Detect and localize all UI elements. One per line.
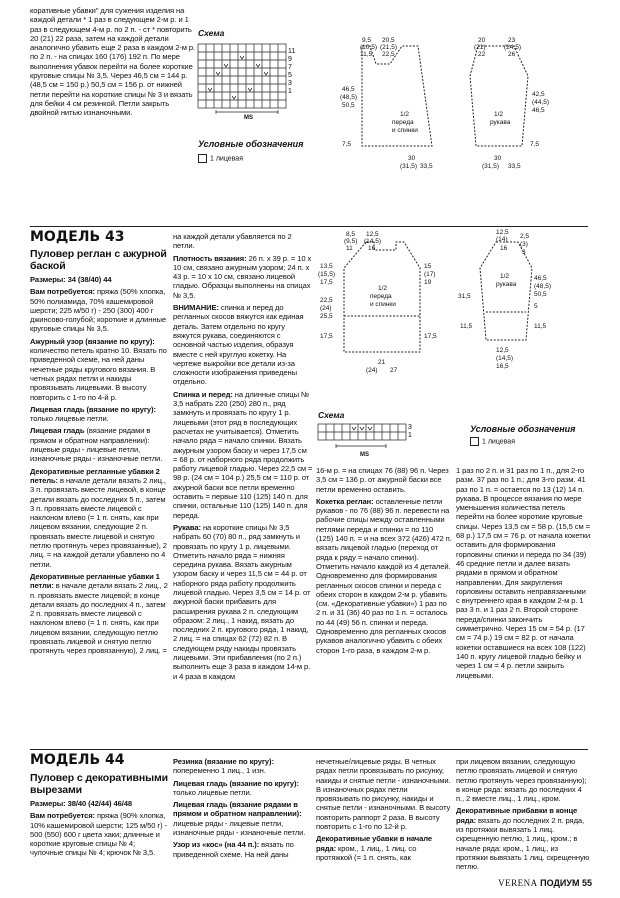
knit-stitch-symbol-icon — [198, 154, 207, 163]
paragraph: 1 раз по 2 п. и 31 раз по 1 п., для 2-го разм. 37 раз по 1 п.; для 3-го разм. 41 раз по 1 п. = остается по 13 (12) 14 п. рукава. В процессе вязания по мере уменьшения количества петель перейти на более короткие круговые спицы. Через 13,5 см = 58 р. (15,5 см = 68 р.) 17,5 см = 76 р. от начала кокетки оставить для формирования горловины спинки и переда по 34 (39) 46 средние петли и далее вязать рядами в прямом и обратном направлении. Для закругления горловины оставить неправязанными с внутреннего края в каждом 2-м р. 1 раз 3 п. и 1 раз 2 п. Второй стороне переда/спинки закончить симметрично. Через 15 см = 54 р. (17 см = 74 р.) 19 см = 82 р. от начала кокетки оставшиеся на всех 108 (122) 140 п. кругу лицевой гладью бейку и через 1 см = 4 р. петли закрыть лицевыми. — [456, 466, 590, 680]
pattern-dim: (44,5) — [532, 99, 549, 106]
pattern-dim: 12,5 — [366, 231, 379, 238]
paragraph: Ажурный узор (вязание по кругу): количество петель кратно 10. Вязать по приведенной схеме, на ней даны нечетные ряды кругового вязания. В четных рядах петли и накиды провязывать лицевыми. В высоту повторить с 1-го по 4-й р. — [30, 336, 167, 402]
schema-label: Схема — [318, 410, 345, 420]
pattern-dim: 33,5 — [508, 163, 521, 170]
pattern-dim: 25,5 — [320, 313, 333, 320]
model-44-header: МОДЕЛЬ 44 — [30, 752, 125, 768]
model-43-col-1 — [30, 248, 168, 659]
model-44-col-2 — [173, 757, 313, 862]
paragraph: Лицевая гладь (вязание рядами в прямом и обратном направлении): лицевые ряды - лицевые петли, изнаночные ряды - изнаночные петли. — [173, 800, 306, 838]
model-44-col-3 — [316, 757, 452, 865]
paragraph: Декоративные убавки в начале ряда: кром., 1 лиц., 1 лиц. со протяжкой (= 1 п. снять, как — [316, 834, 432, 862]
paragraph: Кокетка реглан: оставленные петли рукавов - по 76 (88) 96 п. перевести на рабочие спицы между оставленными петлями переда и спинки = по 110 (125) 140 п. = и на всех 372 (426) 472 п. вязать лицевой гладью (переход от ряда к ряду = начало спинки). Отметить начало каждой из 4 деталей. Одновременно для формирования регланных скосов спинки и переда с обеих сторон в каждом 2-м р. убавить (см. «Декоративные убавки») 1 раз по 2 п. и 31 (36) 40 раз по 1 п. = осталось по 44 (49) 56 п. спинки и переда. Одновременно для регланных скосов рукавов аналогично убавить с обеих сторон 1-го раза, в каждом 2-м р. — [316, 496, 452, 655]
pattern-dim: 19 — [424, 279, 432, 286]
pattern-dim: 1/2 — [494, 111, 504, 118]
pattern-dim: 11,5 — [360, 51, 373, 58]
pattern-dim: рукава — [496, 281, 517, 288]
pattern-dim: 17,5 — [424, 333, 437, 340]
pattern-dim: 26 — [508, 51, 516, 58]
model-43-pattern-sleeve — [456, 228, 591, 388]
paragraph: 16-м р. = на спицах 76 (88) 96 п. Через 3,5 см = 136 р. от ажурной баски все петли временно оставить. — [316, 466, 449, 494]
schema-ms-label: MS — [244, 115, 253, 121]
pattern-dim: 21 — [378, 359, 386, 366]
paragraph: Узор из «кос» (на 44 п.): вязать по приведенной схеме. На ней даны — [173, 840, 294, 859]
pattern-dim: 16 — [500, 245, 508, 252]
top-left-text-column — [30, 6, 198, 121]
pattern-dim: (14,5) — [364, 238, 381, 245]
model-43-header: МОДЕЛЬ 43 — [30, 229, 125, 245]
pattern-dim: 46,5 — [534, 275, 547, 282]
model-44-sizes: Размеры: 38/40 (42/44) 46/48 — [30, 799, 132, 808]
paragraph: Лицевая гладь (вязание по кругу): только лицевые петли. — [173, 778, 299, 797]
pattern-dim: 16 — [368, 245, 376, 252]
schema-row-number: 1 — [408, 432, 412, 439]
model-44-title: Пуловер с декоративными вырезами — [30, 772, 169, 796]
pattern-dim: 7,5 — [530, 141, 540, 148]
pattern-dim: (3) — [520, 241, 528, 248]
pattern-dim: (24,5) — [504, 44, 521, 51]
pattern-dim: 20 — [478, 37, 486, 44]
paragraph: при лицевом вязании, следующую петлю провязать лицевой и снятую петлю протянуть через провязанную); в конце ряда: вязать до последних 4 п., 2 вместе лиц., 1 лиц., кром. — [456, 757, 587, 804]
pattern-dim: 11,5 — [460, 323, 473, 330]
legend-title: Условные обозначения — [198, 139, 304, 149]
pattern-dim: 11,5 — [534, 323, 547, 330]
pattern-dim: 46,5 — [342, 86, 355, 93]
legend-title: Условные обозначения — [470, 424, 576, 434]
section-divider — [30, 226, 588, 227]
pattern-dim: 20,5 — [382, 37, 395, 44]
paragraph: Вам потребуется: пряжа (50% хлопка, 50% полиамида, 70% кашемировой шерсти; 225 м/50 г) - 250 (300) 400 г джинсово-голубой; короткие и длинные круговые спицы № 3,5. — [30, 287, 166, 334]
pattern-dim: (31,5) — [482, 163, 499, 170]
pattern-dim: 50,5 — [534, 291, 547, 298]
legend-item — [198, 154, 243, 163]
pattern-dim: (48,5) — [340, 94, 357, 101]
pattern-dim: 1/2 — [378, 285, 388, 292]
legend-item-label: 1 лицевая — [210, 155, 243, 163]
pattern-dim: 1/2 — [500, 273, 510, 280]
paragraph: Декоративные регланные убавки 2 петель: в начале детали вязать 2 лиц., 3 п. провязать вместе лицевой, в конце детали вязать до последних 5 п., затем 3 п. провязать вместе лицевой с наклоном влево (= 1 п. снять, как при лицевом вязании, следующие 2 п. провязать вместе лицевой и снятую петлю протянуть через провязанные), 2 лиц. = на каждой детали убавлено по 4 петли. — [30, 466, 167, 569]
pattern-dim: (31,5) — [400, 163, 417, 170]
pattern-dim: 30 — [494, 155, 502, 162]
schema-label: Схема — [198, 28, 225, 38]
pattern-dim: (17) — [424, 271, 436, 278]
pattern-dim: (48,5) — [534, 283, 551, 290]
model-44-col-1 — [30, 772, 168, 861]
page-number: 55 — [581, 878, 592, 888]
pattern-dim: (24) — [366, 367, 378, 374]
schema-row-number: 9 — [288, 56, 292, 63]
pattern-dim: 31,5 — [458, 293, 471, 300]
footer-brand: VERENA — [498, 878, 538, 888]
model-43-pattern-front-back — [316, 228, 446, 388]
legend-item-label: 1 лицевая — [482, 438, 515, 446]
schema-row-labels — [408, 424, 412, 440]
model-43-col-2 — [173, 232, 313, 684]
pattern-dim: переда — [392, 119, 414, 126]
pattern-dim: 33,5 — [420, 163, 433, 170]
section-divider — [30, 749, 588, 750]
paragraph: Вам потребуется: пряжа (90% хлопка, 10% кашемировой шерсти; 125 м/50 г) - 500 (550) 600 г цвета хаки; длинные и короткие круговые спицы № 4; чулочные спицы № 4; крючок № 3,5. — [30, 811, 167, 858]
top-schema-grid — [196, 42, 296, 124]
pattern-dim: 15 — [424, 263, 432, 270]
pattern-dim: 22,5 — [382, 51, 395, 58]
paragraph: Рукава: на короткие спицы № 3,5 набрать 60 (70) 80 п., ряд замкнуть и провязать по кругу 1 р. лицевыми. Отметить начало ряда = нижняя середина рукава. Вязать ажурным узором баску и через 11,5 см = 44 р. от наборного ряда работу продолжить лицевой гладью. Через 3,5 см = 14 р. от ажурной баски прибавить для расширения рукава 2 п. следующим образом: 2 лиц., 1 накид, вязать до последних 2 п. кругового ряда, 1 накид, 2 лиц. = на спицах 62 (72) 82 п. В следующем ряду накиды провязать лицевыми. Эти прибавления (по 2 п.) выполнить еще 3 раза в каждом 14-м р. и 4 раза в каждом — [173, 522, 311, 681]
pattern-dim: (14) — [496, 236, 508, 243]
pattern-dim: 22 — [478, 51, 486, 58]
paragraph: ВНИМАНИЕ: спинка и перед до регланных скосов вяжутся как единая деталь. Затем отдельно по кругу вяжутся рукава, соединяются с основной частью изделия, образуя вместе с ней круглую кокетку. На чертеже выкройки все детали из-за сложности изображения приведены отдельно. — [173, 303, 304, 387]
paragraph: Лицевая гладь (вязание рядами в прямом и обратном направлении): лицевые ряды - лицевые петли, изнаночные ряды - изнаночные петли. — [30, 426, 163, 464]
model-43-col-3 — [316, 466, 452, 658]
pattern-dim: 46,5 — [532, 107, 545, 114]
page-footer — [498, 878, 592, 888]
schema-row-number: 3 — [408, 424, 412, 431]
paragraph: Декоративные регланные убавки 1 петли: в начале детали вязать 2 лиц., 2 п. провязать вместе лицевой; в конце детали вязать до последних 4 п., затем 2 п. провязать вместе лицевой с наклоном влево (= 1 п. снять, как при лицевом вязании, следующую петлю провязать лицевой и снятую петлю протянуть через провязанную), 2 лиц. = — [30, 571, 168, 656]
pattern-dim: 9,5 — [362, 37, 372, 44]
pattern-dim: 2,5 — [520, 233, 530, 240]
pattern-dim: (21) — [474, 44, 486, 51]
pattern-dim: 16,5 — [496, 363, 509, 370]
pattern-dim: переда — [370, 293, 392, 300]
paragraph: Спинка и перед: на длинные спицы № 3,5 набрать 220 (250) 280 п., ряд замкнуть и провязать по кругу 1 р. лицевыми (этот ряд в последующих расчетах не учитывается). Отметить начало ряда = начало спинки. Вязать ажурным узором баску и через 17,5 см = 68 р. от наборного ряда продолжить работу лицевой гладью. Через 22,5 см = 98 р. (24 см = 104 р.) 25,5 см = 110 р. от ажурной баски все петли временно оставить = первые 110 (125) 140 п. для спинки, остальные 110 (125) 140 п. для переда. — [173, 389, 313, 520]
paragraph: Резинка (вязание по кругу): попеременно 1 лиц., 1 изн. — [173, 757, 274, 776]
pattern-dim: 3 — [522, 249, 526, 256]
pattern-dim: 11 — [346, 245, 353, 252]
pattern-dim: 23 — [508, 37, 516, 44]
schema-row-number: 7 — [288, 64, 292, 71]
pattern-dim: и спинки — [370, 301, 396, 308]
pattern-dim: 27 — [390, 367, 398, 374]
paragraph: Плотность вязания: 26 п. х 39 р. = 10 х 10 см, связано ажурным узором; 24 п. х 43 р. = 10 х 10 см, связано лицевой гладью. Образцы выполнены на спицах № 3,5. — [173, 253, 312, 300]
top-left-paragraph: коративные убавки" для сужения изделия на каждой детали * 1 раз в следующем 2-м р. и 1 раз в следующем 4-м р. по 2 п. - ст * повторить 20 (21) 22 раза, затем на каждой детали аналогично убавить еще 2 раза в каждом 2-м р. по 2 п. - на спицах 160 (176) 192 п. По мере выполнения убавок перейти на более короткие круговые спицы № 3,5. Через 46,5 см = 144 р. (48,5 см = 150 р.) 50,5 см = 156 р. от нижней петли перейти на короткие спицы № 3 и вязать для бейки 4 см резинкой. Петли закрыть двойной нитью изнаночными. — [30, 6, 196, 118]
pattern-dim: рукава — [490, 119, 511, 126]
schema-ms-label: MS — [360, 452, 369, 458]
pattern-dim: 17,5 — [320, 279, 333, 286]
paragraph: Лицевая гладь (вязание по кругу): только лицевые петли. — [30, 404, 156, 424]
schema-row-number: 3 — [288, 80, 292, 87]
pattern-dim: (10,5) — [360, 44, 377, 51]
schema-row-number: 11 — [288, 48, 296, 55]
model-43-sizes: Размеры: 34 (38/40) 44 — [30, 275, 112, 284]
model-44-col-4 — [456, 757, 590, 875]
pattern-dim: (24) — [320, 305, 332, 312]
pattern-dim: (9,5) — [344, 238, 358, 245]
legend-item — [470, 437, 515, 446]
pattern-dim: (21,5) — [380, 44, 397, 51]
pattern-dim: 22,5 — [320, 297, 333, 304]
pattern-dim: 13,5 — [320, 263, 333, 270]
pattern-dim: 8,5 — [346, 231, 356, 238]
model-43-title: Пуловер реглан с ажурной баской — [30, 248, 167, 272]
paragraph: на каждой детали убавляется по 2 петли. — [173, 232, 292, 251]
pattern-dim: (14,5) — [496, 355, 513, 362]
pattern-dim: 12,5 — [496, 229, 509, 236]
footer-magazine: ПОДИУМ — [540, 878, 580, 888]
top-pattern-sleeve — [448, 36, 588, 186]
knit-stitch-symbol-icon — [470, 437, 479, 446]
paragraph: Декоративные прибавки в конце ряда: вязать до последних 2 п. ряда, из протяжки вывязать 1 лиц. скрещенную петлю, 1 лиц., кром.; в начале ряда: кром., 1 лиц., из протяжки вывязать 1 лиц. скрещенную петлю. — [456, 806, 590, 872]
pattern-dim: 1/2 — [400, 111, 410, 118]
pattern-dim: 5 — [534, 303, 538, 310]
pattern-dim: и спинки — [392, 127, 418, 134]
schema-row-labels — [288, 48, 295, 96]
schema-row-number: 5 — [288, 72, 292, 79]
pattern-dim: 42,5 — [532, 91, 545, 98]
pattern-dim: 12,5 — [496, 347, 509, 354]
top-pattern-front-back — [340, 36, 450, 186]
pattern-dim: 17,5 — [320, 333, 333, 340]
paragraph: нечетные/лицевые ряды. В четных рядах петли провязывать по рисунку, накиды и снятые петли - изнаночными. В изнаночных рядах петли провязывать по рисунку, накиды и снятые петли - изнаночными. В высоту повторить раппорт 2 раза. В высоту повторить с 1-го по 12-й р. — [316, 757, 451, 832]
schema-row-number: 1 — [288, 88, 292, 95]
model-43-col-4 — [456, 466, 590, 683]
pattern-dim: 50,5 — [342, 102, 355, 109]
pattern-dim: 30 — [408, 155, 416, 162]
pattern-dim: 7,5 — [342, 141, 352, 148]
pattern-dim: (15,5) — [318, 271, 335, 278]
